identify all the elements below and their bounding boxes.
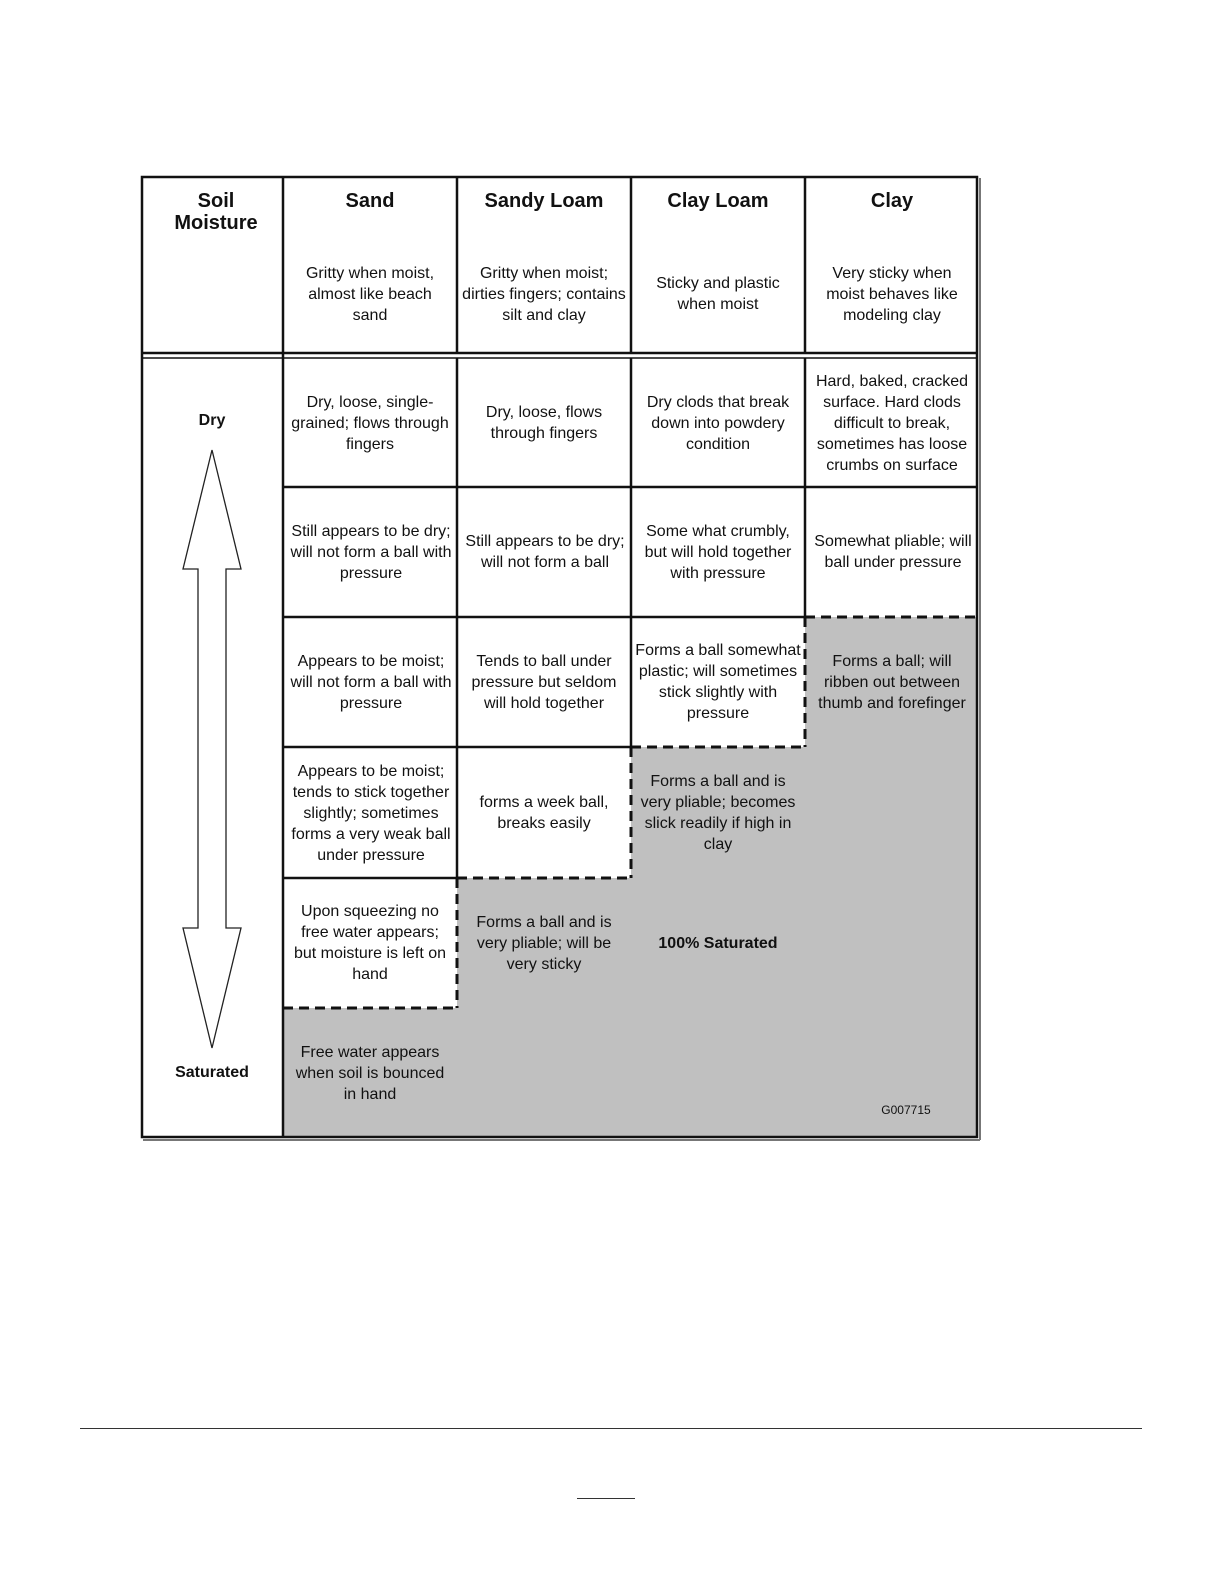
column-heading-clay-loam: Clay Loam bbox=[667, 190, 769, 212]
cell-sand-row2: Still appears to be dry; will not form a ball with pressure bbox=[290, 522, 452, 582]
cell-clay-loam-row1: Dry clods that break down into powdery condition bbox=[646, 393, 790, 453]
cell-sandy-loam-row3: Tends to ball under pressure but seldom will hold together bbox=[471, 652, 617, 712]
footer-rule bbox=[80, 1428, 1142, 1429]
cell-sandy-loam-row2: Still appears to be dry; will not form a ball bbox=[465, 533, 625, 571]
column-description-clay-loam: Sticky and plastic when moist bbox=[656, 275, 780, 313]
column-description-clay: Very sticky when moist behaves like modeling clay bbox=[826, 264, 958, 324]
cell-clay-loam-row4: Forms a ball and is very pliable; becomes slick readily if high in clay bbox=[640, 773, 796, 853]
cell-sand-row1: Dry, loose, single-grained; flows through fingers bbox=[291, 393, 449, 453]
soil-moisture-heading: Soil Moisture bbox=[174, 190, 258, 234]
page-number-underline bbox=[577, 1498, 635, 1499]
column-description-sand: Gritty when moist, almost like beach sand bbox=[305, 264, 435, 324]
cell-sandy-loam-row1: Dry, loose, flows through fingers bbox=[485, 404, 603, 442]
figure-id: G007715 bbox=[881, 1103, 931, 1117]
cell-clay-loam-row3: Forms a ball somewhat plastic; will sometimes stick slightly with pressure bbox=[635, 642, 801, 722]
cell-sand-row6: Free water appears when soil is bounced in hand bbox=[295, 1043, 445, 1103]
column-heading-sand: Sand bbox=[345, 190, 395, 212]
cell-sand-row3: Appears to be moist; will not form a ball with pressure bbox=[290, 652, 452, 712]
cell-sand-row5: Upon squeezing no free water appears; but moisture is left on hand bbox=[293, 903, 447, 983]
cell-sandy-loam-row4: forms a week ball, breaks easily bbox=[479, 794, 609, 832]
column-heading-clay: Clay bbox=[870, 190, 914, 212]
cell-clay-row2: Somewhat pliable; will ball under pressure bbox=[814, 533, 972, 571]
moisture-scale-arrow-icon bbox=[183, 450, 241, 1048]
column-description-sandy-loam: Gritty when moist; dirties fingers; contains silt and clay bbox=[462, 264, 626, 324]
cell-clay-row3: Forms a ball; will ribben out between thumb and forefinger bbox=[818, 652, 966, 712]
dry-label: Dry bbox=[198, 412, 226, 429]
column-heading-sandy-loam: Sandy Loam bbox=[484, 190, 604, 212]
saturated-center-label: 100% Saturated bbox=[658, 934, 778, 952]
cell-clay-row1: Hard, baked, cracked surface. Hard clods difficult to break, sometimes has loose crumbs on surface bbox=[815, 372, 969, 474]
saturated-label: Saturated bbox=[175, 1064, 249, 1081]
cell-sandy-loam-row5: Forms a ball and is very pliable; will be very sticky bbox=[476, 913, 612, 973]
cell-sand-row4: Appears to be moist; tends to stick together slightly; sometimes forms a very weak ball under pressure bbox=[291, 762, 451, 864]
cell-clay-loam-row2: Some what crumbly, but will hold together with pressure bbox=[644, 522, 792, 582]
soil-moisture-chart bbox=[140, 175, 982, 1142]
